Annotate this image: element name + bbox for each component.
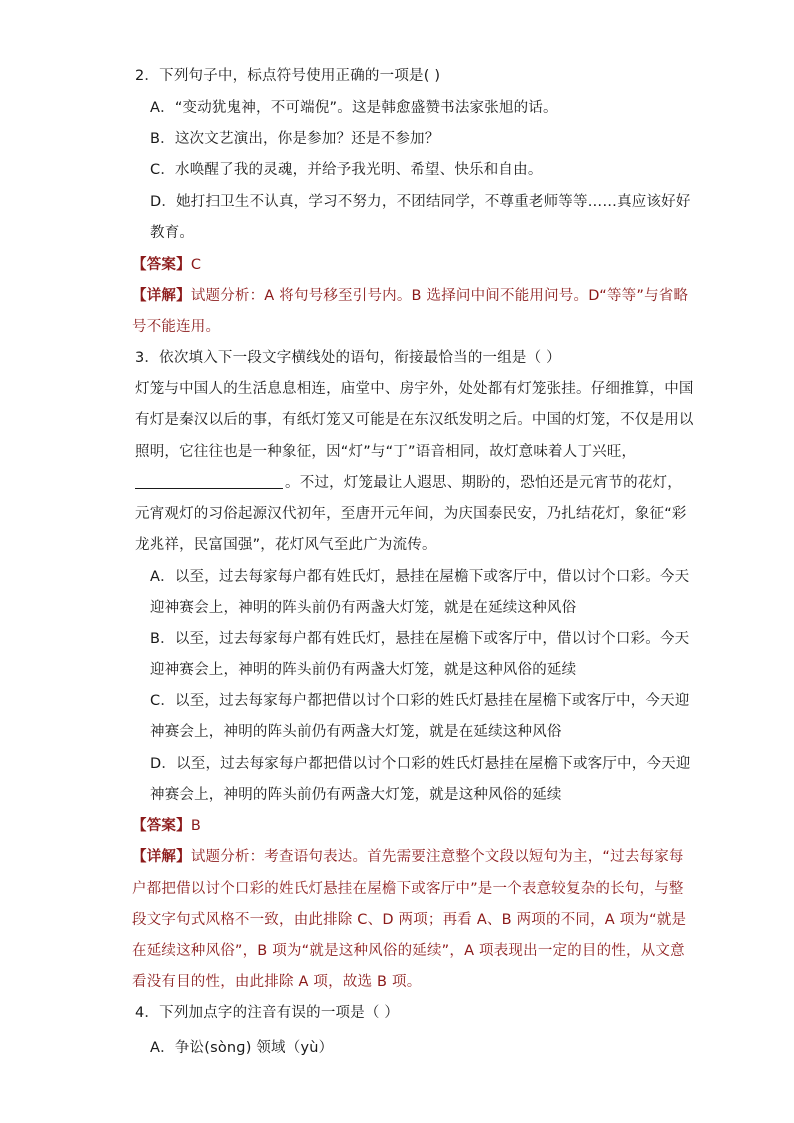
question-3-answer [132, 816, 201, 836]
analysis-text: 试题分析：A 将句号移至引号内。B 选择问中间不能用问号。D“等等”与省略 [190, 288, 689, 304]
analysis-text: 试题分析：考查语句表达。首先需要注意整个文段以短句为主，“过去每家每 [190, 849, 684, 865]
analysis-tag: 【详解】 [132, 288, 191, 304]
question-4-stem: 4．下列加点字的注音有误的一项是（ ） [135, 1005, 400, 1021]
question-3-passage-line: 有灯是秦汉以后的事，有纸灯笼又可能是在东汉纸发明之后。中国的灯笼，不仅是用以 [135, 412, 694, 428]
answer-value: C [190, 257, 202, 273]
question-2-option-d: D．她打扫卫生不认真，学习不努力，不团结同学，不尊重老师等等……真应该好好 [150, 194, 691, 210]
answer-tag: 【答案】 [132, 257, 191, 273]
question-3-passage-line: 元宵观灯的习俗起源汉代初年，至唐开元年间，为庆国泰民安，乃扎结花灯，象征“彩 [135, 506, 687, 522]
question-3-option-a: A．以至，过去每家每户都有姓氏灯，悬挂在屋檐下或客厅中，借以讨个口彩。今天 [150, 569, 690, 585]
fill-in-blank [135, 474, 283, 489]
question-3-option-b-continued: 迎神赛会上，神明的阵头前仍有两盏大灯笼，就是这种风俗的延续 [150, 662, 577, 678]
question-2-answer [132, 255, 201, 275]
passage-text: 。不过，灯笼最让人遐思、期盼的，恐怕还是元宵节的花灯， [285, 475, 682, 491]
question-3-stem: 3．依次填入下一段文字横线处的语句，衔接最恰当的一组是（ ） [135, 350, 561, 366]
question-3-passage-line: 龙兆祥，民富国强”，花灯风气至此广为流传。 [135, 537, 437, 553]
question-3-analysis [132, 847, 684, 867]
question-4-option-a: A．争讼(sònɡ) 领域（yù） [150, 1040, 334, 1056]
question-2-option-b: B．这次文艺演出，你是参加？还是不参加？ [150, 131, 440, 147]
question-3-option-c: C．以至，过去每家每户都把借以讨个口彩的姓氏灯悬挂在屋檐下或客厅中，今天迎 [150, 693, 690, 709]
question-3-option-d-continued: 神赛会上，神明的阵头前仍有两盏大灯笼，就是这种风俗的延续 [150, 787, 562, 803]
question-3-option-c-continued: 神赛会上，神明的阵头前仍有两盏大灯笼，就是在延续这种风俗 [150, 724, 562, 740]
analysis-tag: 【详解】 [132, 849, 191, 865]
question-3-option-b: B．以至，过去每家每户都有姓氏灯，悬挂在屋檐下或客厅中，借以讨个口彩。今天 [150, 631, 690, 647]
question-3-analysis-continued: 段文字句式风格不一致，由此排除 C、D 两项；再看 A、B 两项的不同，A 项为“就是 [132, 912, 687, 928]
question-3-passage-line: 灯笼与中国人的生活息息相连，庙堂中、房宇外，处处都有灯笼张挂。仔细推算，中国 [135, 381, 694, 397]
question-3-passage-line [135, 473, 682, 493]
question-2-stem: 2．下列句子中，标点符号使用正确的一项是( ) [135, 68, 441, 84]
question-3-passage-line: 照明，它往往也是一种象征，因“灯”与“丁”语音相同，故灯意味着人丁兴旺， [135, 444, 637, 460]
question-3-analysis-continued: 户都把借以讨个口彩的姓氏灯悬挂在屋檐下或客厅中”是一个表意较复杂的长句，与整 [132, 881, 684, 897]
question-2-analysis [132, 286, 688, 306]
question-2-option-d-continued: 教育。 [150, 225, 195, 241]
question-2-option-a: A．“变动犹鬼神，不可端倪”。这是韩愈盛赞书法家张旭的话。 [150, 100, 558, 116]
question-2-option-c: C．水唤醒了我的灵魂，并给予我光明、希望、快乐和自由。 [150, 162, 543, 178]
question-3-analysis-continued: 看没有目的性，由此排除 A 项，故选 B 项。 [132, 974, 422, 990]
question-3-option-d: D．以至，过去每家每户都把借以讨个口彩的姓氏灯悬挂在屋檐下或客厅中，今天迎 [150, 756, 691, 772]
question-2-analysis-continued: 号不能连用。 [132, 319, 221, 335]
question-3-analysis-continued: 在延续这种风俗”，B 项为“就是这种风俗的延续”，A 项表现出一定的目的性，从文意 [132, 943, 685, 959]
answer-tag: 【答案】 [132, 818, 191, 834]
answer-value: B [190, 818, 201, 834]
question-3-option-a-continued: 迎神赛会上，神明的阵头前仍有两盏大灯笼，就是在延续这种风俗 [150, 600, 577, 616]
